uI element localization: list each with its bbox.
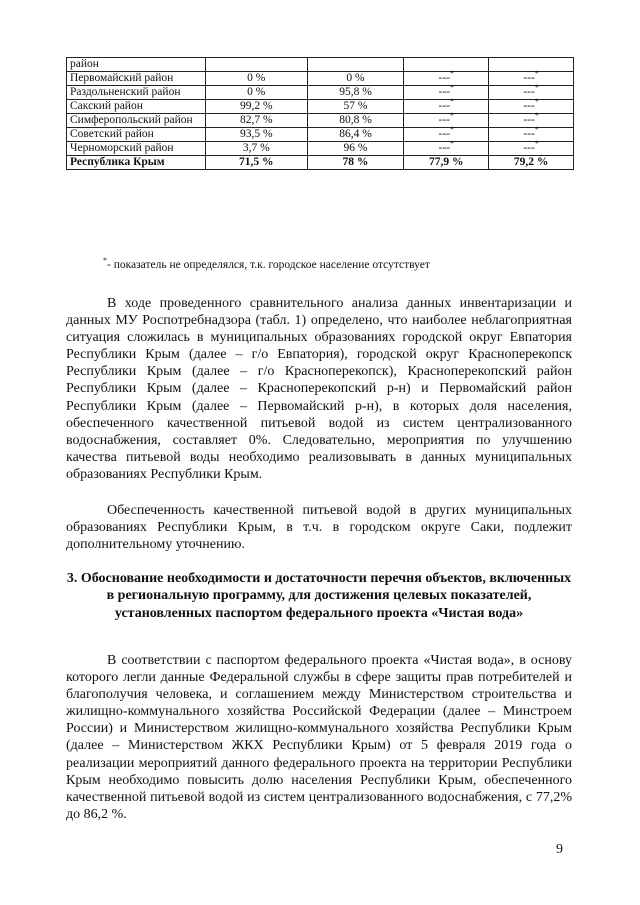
paragraph-passport: В соответствии с паспортом федерального проекта «Чистая вода», в основу которого легли данные Федеральной службы в сфере защиты прав потребителей и благополучия человека, и соглашением между Министерством строительства и жилищно-коммунального хозяйства Российской Федерации (далее – Минстроем России) и Министерством жилищно-коммунального хозяйства Республики Крым (далее – Министерством ЖКХ Республики Крым) от 5 февраля 2019 года о реализации мероприятий данного федерального проекта на территории Республики Крым необходимо повысить долю населения Республики Крым, обеспеченного качественной питьевой водой из систем централизованного водоснабжения, с 77,2% до 86,2 %.	[66, 653, 572, 822]
table-footnote	[103, 256, 430, 271]
paragraph-analysis: В ходе проведенного сравнительного анализа данных инвентаризации и данных МУ Роспотребнадзора (табл. 1) определено, что наиболее неблагоприятная ситуация сложилась в муниципальных образованиях городской округ Евпатория Республики Крым (далее – г/о Евпатория), городской округ Красноперекопск Республики Крым (далее – г/о Красноперекопск), Красноперекопский район Республики Крым (далее – Красноперекопский р-н) и Первомайский район Республики Крым (далее – Первомайский р-н), в которых доля населения, обеспеченного качественной питьевой водой из систем централизованного водоснабжения, составляет 0%. Следовательно, мероприятия по улучшению качества питьевой воды необходимо реализовывать в данных муниципальных образованиях Республики Крым.	[66, 296, 572, 482]
value-cell	[489, 58, 574, 72]
region-name-cell: Сакский район	[67, 100, 206, 114]
total-value-cell: 78 %	[307, 156, 404, 170]
section-title: Обоснование необходимости и достаточности перечня объектов, включенных в региональную программу, для достижения целевых показателей, установленных паспортом федерального проекта «Чистая вода»	[80, 571, 572, 621]
region-name-cell: район	[67, 58, 206, 72]
value-cell: 82,7 %	[205, 114, 307, 128]
footnote-mark: *	[103, 256, 107, 266]
value-cell: 0 %	[307, 72, 404, 86]
value-cell: 96 %	[307, 142, 404, 156]
value-cell: ---*	[489, 100, 574, 114]
value-cell: 80,8 %	[307, 114, 404, 128]
table-row	[67, 100, 574, 114]
value-cell: 99,2 %	[205, 100, 307, 114]
total-value-cell: 71,5 %	[205, 156, 307, 170]
value-cell: ---*	[404, 72, 489, 86]
region-name-cell: Первомайский район	[67, 72, 206, 86]
page-number: 9	[556, 842, 563, 857]
value-cell: ---*	[489, 128, 574, 142]
region-name-cell: Раздольненский район	[67, 86, 206, 100]
value-cell	[205, 58, 307, 72]
value-cell: ---*	[404, 142, 489, 156]
region-name-cell: Черноморский район	[67, 142, 206, 156]
table-row	[67, 72, 574, 86]
region-name-cell: Симферопольский район	[67, 114, 206, 128]
total-name-cell: Республика Крым	[67, 156, 206, 170]
value-cell: ---*	[404, 114, 489, 128]
value-cell: ---*	[489, 72, 574, 86]
table-row	[67, 58, 574, 72]
data-table	[66, 57, 574, 170]
value-cell	[404, 58, 489, 72]
table-row	[67, 114, 574, 128]
value-cell: ---*	[489, 142, 574, 156]
total-value-cell: 77,9 %	[404, 156, 489, 170]
value-cell: 3,7 %	[205, 142, 307, 156]
value-cell: 0 %	[205, 72, 307, 86]
footnote-text: - показатель не определялся, т.к. городское население отсутствует	[107, 259, 430, 271]
value-cell: ---*	[489, 114, 574, 128]
value-cell: 0 %	[205, 86, 307, 100]
section-heading	[66, 570, 572, 622]
section-number: 3.	[66, 571, 78, 586]
total-value-cell: 79,2 %	[489, 156, 574, 170]
value-cell: ---*	[489, 86, 574, 100]
value-cell: 93,5 %	[205, 128, 307, 142]
region-name-cell: Советский район	[67, 128, 206, 142]
table-total-row	[67, 156, 574, 170]
value-cell: 86,4 %	[307, 128, 404, 142]
value-cell: 95,8 %	[307, 86, 404, 100]
value-cell: ---*	[404, 128, 489, 142]
value-cell: 57 %	[307, 100, 404, 114]
value-cell	[307, 58, 404, 72]
table-row	[67, 128, 574, 142]
table-row	[67, 142, 574, 156]
value-cell: ---*	[404, 86, 489, 100]
table-row	[67, 86, 574, 100]
paragraph-other-municipalities: Обеспеченность качественной питьевой водой в других муниципальных образованиях Республики Крым, в т.ч. в городском округе Саки, подлежит дополнительному уточнению.	[66, 503, 572, 553]
table-body	[67, 58, 574, 170]
value-cell: ---*	[404, 100, 489, 114]
